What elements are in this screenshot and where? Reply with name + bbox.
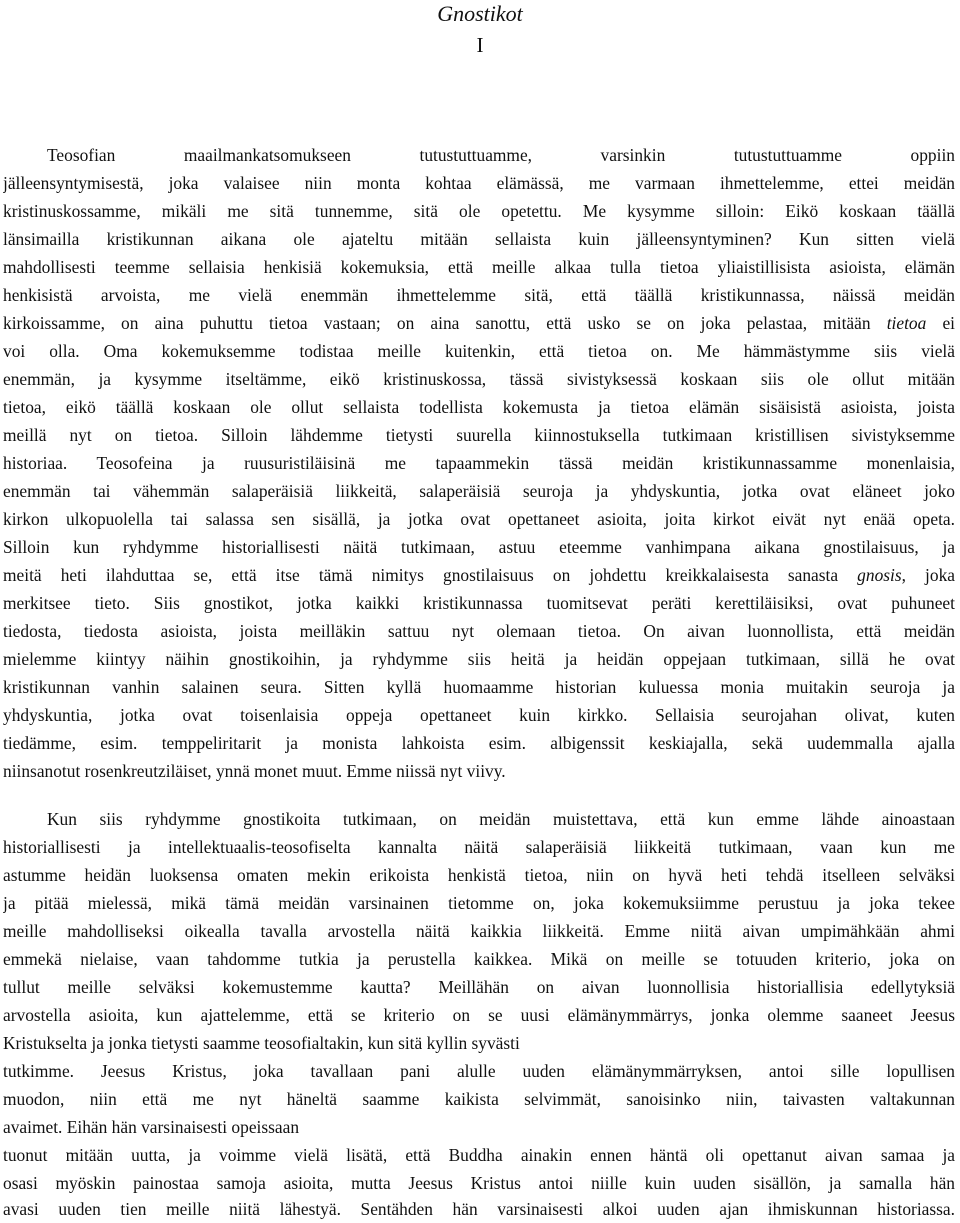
text-line: enemmän tai vähemmän salaperäisiä liikkeitä, salaperäisiä seuroja ja yhdyskuntia, jotka ovat eläneet joko [3,481,955,501]
text-line: ja pitää mielessä, mikä tämä meidän varsinainen tietomme on, joka kokemuksiimme perustuu ja joka tekee [3,893,955,913]
text-line: Teosofian maailmankatsomukseen tutustuttuamme, varsinkin tutustuttuamme oppiin [47,145,955,165]
document-title: Gnostikot [437,1,523,26]
text-line: Kun siis ryhdymme gnostikoita tutkimaan, on meidän muistettava, että kun emme lähde ainoastaan [47,809,955,829]
text-line: kristikunnan vanhin salainen seura. Sitten kyllä huomaamme historian kuluessa monia muitakin seuroja ja [3,677,955,697]
text-line: jälleensyntymisestä, joka valaisee niin monta kohtaa elämässä, me varmaan ihmettelemme, ettei meidän [3,173,955,193]
text-line: tutkimme. Jeesus Kristus, joka tavallaan pani alulle uuden elämänymmärryksen, antoi sille lopullisen [3,1061,955,1081]
text-line: tullut meille selväksi kokemustemme kautta? Meillähän on aivan luonnollisia historiallisia edellytyksiä [3,977,955,997]
text-line: merkitsee tieto. Siis gnostikot, jotka kaikki kristikunnassa tuomitsevat peräti kerettiläisiksi, ovat puhuneet [3,593,955,613]
text-line: tiedämme, esim. temppeliritarit ja monista lahkoista esim. albigenssit keskiajalla, sekä uudemmalla ajalla [3,733,955,753]
text-line: kristinuskossamme, mikäli me sitä tunnemme, sitä ole opetettu. Me kysymme silloin: Eikö koskaan täällä [3,201,955,221]
text-line: tietoa, eikö täällä koskaan ole ollut sellaista todellista kokemusta ja tietoa elämän sisäisistä asioista, joista [3,397,955,417]
text-line: Kristukselta ja jonka tietysti saamme teosofialtakin, kun sitä kyllin syvästi [3,1033,520,1053]
text-line: astumme heidän luoksensa omaten mekin erikoista henkistä tietoa, niin on hyvä heti tehdä itselleen selväksi [3,865,955,885]
text-line: yhdyskuntia, jotka ovat toisenlaisia oppeja opettaneet kuin kirkko. Sellaisia seurojahan olivat, kuten [3,705,955,725]
text-line: henkisistä arvoista, me vielä enemmän ihmettelemme sitä, että täällä kristikunnassa, näissä meidän [3,285,955,305]
text-line: Silloin kun ryhdymme historiallisesti näitä tutkimaan, astuu eteemme vanhimpana aikana gnostilaisuus, ja [3,537,955,557]
text-line: niinsanotut rosenkreutziläiset, ynnä monet muut. Emme niissä nyt viivy. [3,761,506,781]
text-line: meille mahdolliseksi oikealla tavalla arvostella näitä kaikkia liikkeitä. Emme niitä aivan umpimähkään ahmi [3,921,955,941]
text-line: voi olla. Oma kokemuksemme todistaa meille kuitenkin, että tietoa on. Me hämmästymme siis vielä [3,341,955,361]
text-line: tiedosta, tiedosta asioista, joista meilläkin sattuu nyt olemaan tietoa. On aivan luonnollista, että meidän [3,621,955,641]
text-line: muodon, niin että me nyt häneltä saamme kaikista selvimmät, sanoisinko niin, taivasten valtakunnan [3,1089,955,1109]
text-line: mahdollisesti teemme sellaisia henkisiä kokemuksia, että meille alkaa tulla tietoa yliaistillisista asioista, elämän [3,257,955,277]
text-line: arvostella asioita, kun ajattelemme, että se kriterio on se uusi elämänymmärrys, jonka olemme saaneet Jeesus [3,1005,955,1025]
text-line: avasi uuden tien meille niitä lähestyä. Sentähden hän varsinaisesti alkoi uuden ajan ihmiskunnan historiassa. [3,1199,955,1219]
text-line: meitä heti ilahduttaa se, että itse tämä nimitys gnostilaisuus on johdettu kreikkalaisesta sanasta gnosis, joka [3,565,955,585]
text-line: meillä nyt on tietoa. Silloin lähdemme tietysti suurella kiinnostuksella tutkimaan kristillisen sivistyksemme [3,425,955,445]
text-line: kirkon ulkopuolella tai salassa sen sisällä, ja jotka ovat opettaneet asioita, joita kirkot eivät nyt enää opeta. [3,509,955,529]
text-line: mielemme kiintyy näihin gnostikoihin, ja ryhdymme siis heitä ja heidän oppejaan tutkimaan, sillä he ovat [3,649,955,669]
text-line: länsimailla kristikunnan aikana ole ajateltu mitään sellaista kuin jälleensyntyminen? Kun sitten vielä [3,229,955,249]
text-line: historiaa. Teosofeina ja ruusuristiläisinä me tapaammekin tässä meidän kristikunnassamme monenlaisia, [3,453,955,473]
text-line: kirkoissamme, on aina puhuttu tietoa vastaan; on aina sanottu, että usko se on joka pelastaa, mitään tietoa ei [3,313,955,333]
text-line: tuonut mitään uutta, ja voimme vielä lisätä, että Buddha ainakin ennen häntä oli opettanut aivan samaa ja [3,1145,955,1165]
section-number: I [476,33,484,57]
text-line: osasi myöskin painostaa samoja asioita, mutta Jeesus Kristus antoi niille kuin uuden sisällön, ja samalla hän [3,1173,955,1193]
text-line: avaimet. Eihän hän varsinaisesti opeissaan [3,1117,300,1137]
text-line: emmekä nielaise, vaan tahdomme tutkia ja perustella kaikkea. Mikä on meille se totuuden kriterio, joka on [3,949,955,969]
text-line: historiallisesti ja intellektuaalis-teosofiselta kannalta näitä salaperäisiä liikkeitä tutkimaan, vaan kun me [3,837,955,857]
text-line: enemmän, ja kysymme itseltämme, eikö kristinuskossa, tässä sivistyksessä koskaan siis ole ollut mitään [3,369,955,389]
